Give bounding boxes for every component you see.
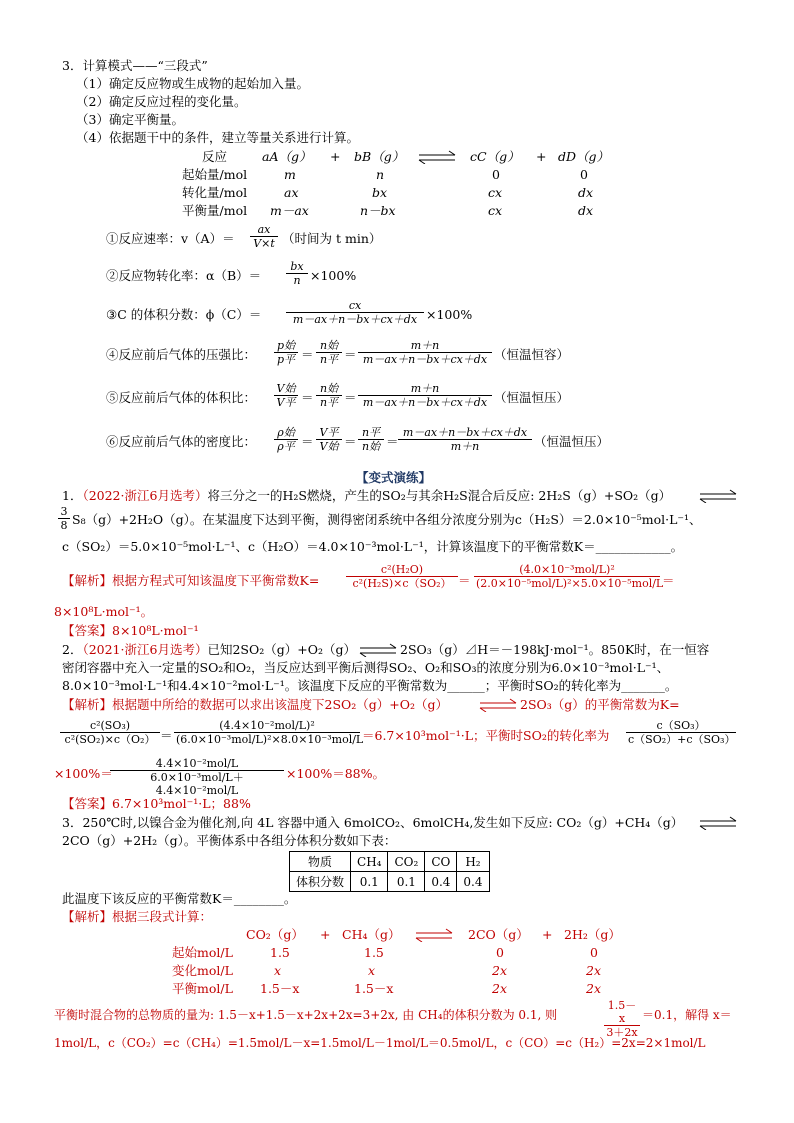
th-reaction: 反应 — [202, 149, 228, 164]
step-2: （2）确定反应过程的变化量。 — [76, 94, 247, 109]
tri-cell: 1.5 — [364, 945, 384, 960]
formula-volume-tail: （恒温恒压） — [494, 390, 570, 405]
formula-volume-frac2: n始 n平 — [316, 382, 342, 409]
equilibrium-arrow-icon — [414, 928, 454, 942]
eq-sign: ＝ — [344, 390, 357, 405]
tri-header: CH₄（g） — [342, 927, 401, 942]
q2-line2: 密闭容器中充入一定量的SO₂和O₂，当反应达到平衡后测得SO₂、O₂和SO₃的浓度分别为6.0×10⁻³mol·L⁻¹、 — [62, 660, 670, 675]
th-d: dD（g） — [558, 149, 610, 164]
tri-label: 平衡mol/L — [172, 981, 233, 996]
q2-k-values: (4.4×10⁻²mol/L)² (6.0×10⁻³mol/L)²×8.0×10⁻³mol/L — [176, 719, 364, 746]
q3-last-line: 1mol/L，c（CO₂）=c（CH₄）=1.5mol/L－x=1.5mol/L－1mol/L＝0.5mol/L，c（CO）=c（H₂）=2x=2×1mol/L — [54, 1036, 706, 1050]
tri-cell: 2x — [492, 963, 508, 978]
th-plus1: + — [330, 149, 341, 164]
q1-fraction-3-8: $\frac{3}{8}$ — [58, 505, 70, 532]
step-4: （4）依据题干中的条件，建立等量关系进行计算。 — [76, 130, 359, 145]
formula-rate-label: ①反应速率：v（A）＝ — [106, 231, 235, 246]
q3-volume-fraction-table — [289, 851, 490, 892]
formula-density-label: ⑥反应前后气体的密度比： — [106, 434, 257, 449]
q1-k-expression: $\frac{\text{c²(H₂O)}}{\text{c²(H₂S)×c（SO₂）}}$ — [346, 563, 458, 590]
eq-sign: ＝ — [301, 434, 314, 449]
formula-volume-label: ⑤反应前后气体的体积比： — [106, 390, 257, 405]
equilibrium-arrow-icon — [698, 489, 738, 503]
row-label: 平衡量/mol — [182, 203, 248, 218]
tri-label: 变化mol/L — [172, 963, 233, 978]
q2-line-b-start: ×100%＝ — [54, 766, 113, 781]
cell: m — [284, 167, 296, 182]
q3-fraction: $\frac{1.5-x}{3+2x}$ — [604, 999, 640, 1039]
cell: m－ax — [270, 203, 309, 218]
q3-line2: 2CO（g）+2H₂（g）。平衡体系中各组分体积分数如下表： — [62, 833, 397, 848]
table-cell: 0.1 — [351, 872, 388, 892]
formula-volfrac-fraction: $\frac{cx}{m-ax+n-bx+cx+dx}$ — [286, 299, 424, 326]
cell: 0 — [580, 167, 588, 182]
cell: n — [376, 167, 385, 182]
table-cell: 0.4 — [425, 872, 457, 892]
tri-cell: x — [274, 963, 282, 978]
tri-cell: 2x — [492, 981, 508, 996]
equilibrium-arrow-icon — [358, 643, 398, 657]
cell: ax — [284, 185, 299, 200]
row-label: 转化量/mol — [182, 185, 248, 200]
q3-total-line: 平衡时混合物的总物质的量为: 1.5－x+1.5－x+2x+2x=3+2x, 由 CH₄的体积分数为 0.1, 则 — [54, 1008, 558, 1022]
formula-pressure-label: ④反应前后气体的压强比： — [106, 347, 257, 362]
tri-cell: 0 — [590, 945, 598, 960]
formula-conversion-tail: ×100% — [310, 268, 357, 283]
th-plus2: + — [536, 149, 547, 164]
formula-density-tail: （恒温恒压） — [534, 434, 610, 449]
tri-cell: 2x — [586, 981, 602, 996]
formula-density-frac4: $\frac{m-ax+n-bx+cx+dx}{m+n}$ — [398, 426, 532, 453]
q2-line1b: 2SO₃（g）⊿H＝－198kJ·mol⁻¹。850K时，在一恒容 — [400, 642, 710, 657]
formula-conversion-label: ②反应物转化率：α（B）＝ — [106, 268, 262, 283]
tri-cell: 0 — [496, 945, 504, 960]
q2-conversion-values: 4.4×10⁻²mol/L 6.0×10⁻³mol/L＋4.4×10⁻²mol/L — [110, 757, 284, 797]
eq-sign: ＝ — [301, 390, 314, 405]
cell: bx — [372, 185, 388, 200]
q2-analysis-b: 2SO₃（g）的平衡常数为K= — [520, 697, 680, 712]
equilibrium-arrow-icon — [478, 698, 518, 712]
tri-label: 起始mol/L — [172, 945, 233, 960]
th-a: aA（g） — [262, 149, 312, 164]
tri-header: 2CO（g） — [468, 927, 529, 942]
table-cell: CO — [425, 852, 457, 872]
formula-conversion-fraction: $\frac{bx}{n}$ — [286, 260, 308, 287]
formula-volume-frac1: V始 V平 — [274, 382, 298, 409]
formula-volfrac-tail: ×100% — [426, 307, 473, 322]
q1-line2: S₈（g）+2H₂O（g）。在某温度下达到平衡，测得密闭系统中各组分浓度分别为c（H₂S）＝2.0×10⁻⁵mol·L⁻¹、 — [72, 512, 702, 527]
q1-analysis: 【解析】根据方程式可知该温度下平衡常数K= — [62, 573, 320, 588]
eq-sign: ＝ — [344, 434, 357, 449]
step-1: （1）确定反应物或生成物的起始加入量。 — [76, 76, 309, 91]
q1-line1: 1．（2022·浙江6月选考）将三分之一的H₂S燃烧，产生的SO₂与其余H₂S混合后反应: 2H₂S（g）+SO₂（g） — [62, 488, 672, 503]
formula-density-frac3: n平 n始 — [358, 426, 384, 453]
formula-pressure-tail: （恒温恒容） — [494, 347, 570, 362]
tri-header: + — [542, 927, 553, 942]
th-b: bB（g） — [354, 149, 405, 164]
formula-pressure-frac2: n始 n平 — [316, 339, 342, 366]
q2-line3: 8.0×10⁻³mol·L⁻¹和4.4×10⁻²mol·L⁻¹。该温度下反应的平衡常数为______；平衡时SO₂的转化率为_______。 — [62, 678, 678, 693]
table-cell: CH₄ — [351, 852, 388, 872]
q1-k-values: (4.0×10⁻³mol/L)² (2.0×10⁻⁵mol/L)²×5.0×10⁻⁵mol/L — [476, 563, 664, 590]
step-3: （3）确定平衡量。 — [76, 112, 184, 127]
tri-cell: x — [368, 963, 376, 978]
q3-line1: 3．250℃时,以镍合金为催化剂,向 4L 容器中通入 6molCO₂、6molCH₄,发生如下反应: CO₂（g）+CH₄（g） — [62, 815, 684, 830]
q2-answer: 【答案】6.7×10³mol⁻¹·L；88% — [62, 796, 251, 811]
table-cell: 0.4 — [457, 872, 489, 892]
cell: cx — [488, 203, 503, 218]
formula-rate-fraction: $\frac{ax}{V\times t}$ — [250, 223, 278, 250]
formula-pressure-frac3: $\frac{m+n}{m-ax+n-bx+cx+dx}$ — [358, 339, 492, 366]
tri-cell: 1.5－x — [260, 981, 300, 996]
q2-line1: 2．（2021·浙江6月选考）已知2SO₂（g）+O₂（g） — [62, 642, 356, 657]
tri-cell: 1.5－x — [354, 981, 394, 996]
cell: dx — [578, 185, 594, 200]
tri-header: CO₂（g） — [246, 927, 304, 942]
formula-rate-tail: （时间为 t min） — [282, 231, 382, 246]
q2-conversion-fraction: $\frac{\text{c（SO₃）}}{\text{c（SO₂）+c（SO₃）}}$ — [628, 719, 736, 746]
row-label: 起始量/mol — [182, 167, 248, 182]
eq-sign: ＝ — [662, 573, 675, 588]
q1-result: 8×10⁸L·mol⁻¹。 — [54, 604, 154, 619]
table-cell: H₂ — [457, 852, 489, 872]
q2-k-result: ＝6.7×10³mol⁻¹·L；平衡时SO₂的转化率为 — [362, 728, 610, 743]
formula-density-frac1: ρ始 ρ平 — [274, 426, 298, 453]
cell: cx — [488, 185, 503, 200]
cell: 0 — [492, 167, 500, 182]
equilibrium-arrow-icon — [698, 816, 738, 830]
eq-sign: ＝ — [458, 573, 471, 588]
q1-line3: c（SO₂）＝5.0×10⁻⁵mol·L⁻¹、c（H₂O）＝4.0×10⁻³mol·L⁻¹，计算该温度下的平衡常数K＝____________。 — [62, 539, 684, 554]
cell: dx — [578, 203, 594, 218]
formula-volfrac-label: ③C 的体积分数：ϕ（C）＝ — [106, 307, 262, 322]
formula-pressure-frac1: p始 p平 — [274, 339, 298, 366]
tri-header: + — [320, 927, 331, 942]
formula-density-frac2: V平 V始 — [316, 426, 342, 453]
q3-line3: 此温度下该反应的平衡常数K＝________。 — [62, 891, 297, 906]
eq-sign: ＝ — [386, 434, 399, 449]
q1-answer: 【答案】8×10⁸L·mol⁻¹ — [62, 623, 199, 638]
table-cell: 物质 — [290, 852, 351, 872]
eq-sign: ＝ — [301, 347, 314, 362]
section-title: 3．计算模式——“三段式” — [62, 58, 208, 73]
tri-header: 2H₂（g） — [564, 927, 621, 942]
th-c: cC（g） — [470, 149, 520, 164]
cell: n－bx — [360, 203, 396, 218]
tri-cell: 1.5 — [270, 945, 290, 960]
variation-heading: 【变式演练】 — [356, 470, 432, 485]
tri-cell: 2x — [586, 963, 602, 978]
equilibrium-arrow-icon — [417, 150, 457, 164]
q3-total-line-b: ＝0.1，解得 x＝ — [642, 1008, 732, 1022]
formula-volume-frac3: $\frac{m+n}{m-ax+n-bx+cx+dx}$ — [358, 382, 492, 409]
eq-sign: ＝ — [344, 347, 357, 362]
q2-analysis: 【解析】根据题中所给的数据可以求出该温度下2SO₂（g）+O₂（g） — [62, 697, 449, 712]
table-cell: 0.1 — [388, 872, 425, 892]
q2-k-expression: $\frac{\text{c²(SO₃)}}{\text{c²(SO₂)×c（O₂）}}$ — [60, 719, 160, 746]
q3-analysis: 【解析】根据三段式计算： — [62, 909, 213, 924]
table-cell: CO₂ — [388, 852, 425, 872]
table-cell: 体积分数 — [290, 872, 351, 892]
q2-conversion-result: ×100%＝88%。 — [286, 766, 385, 781]
eq-sign: ＝ — [160, 728, 173, 743]
